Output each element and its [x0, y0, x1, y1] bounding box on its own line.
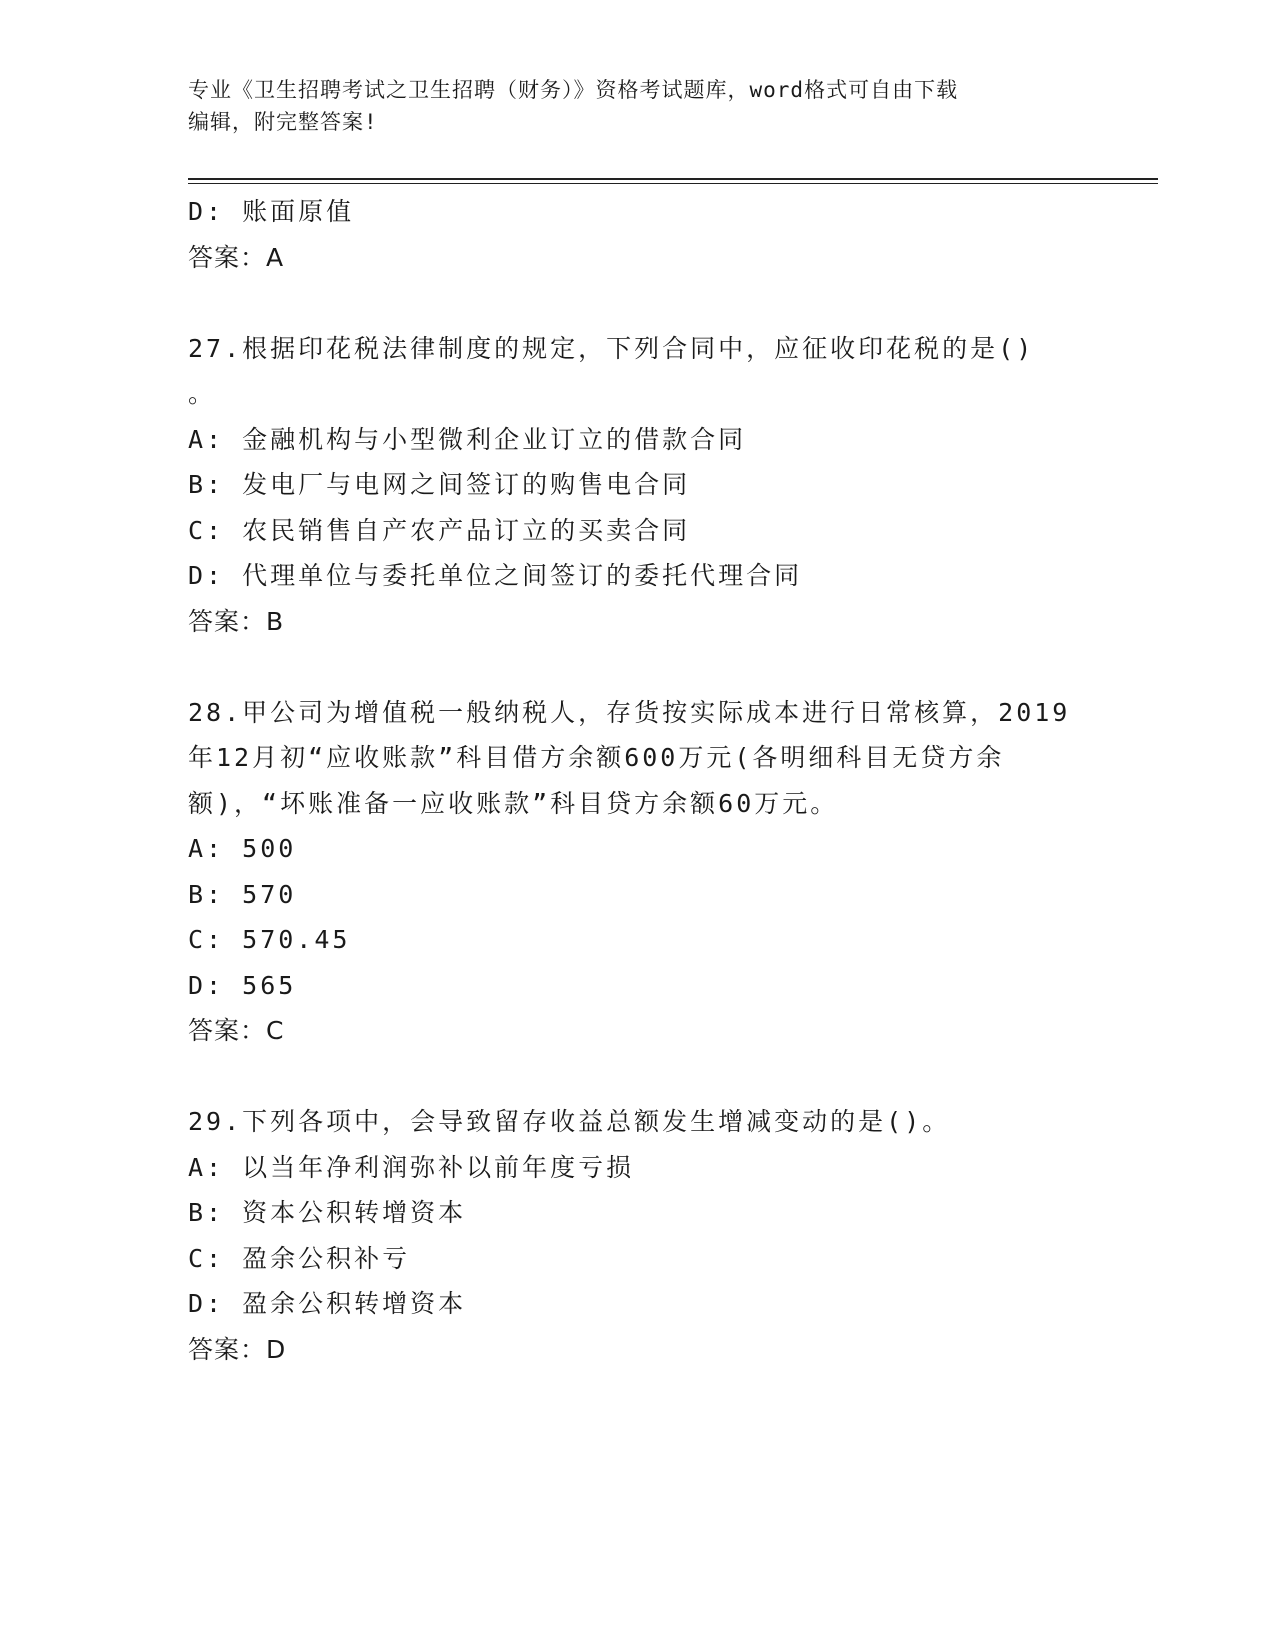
option-a: A: 金融机构与小型微利企业订立的借款合同: [188, 424, 747, 454]
answer: 答案：D: [188, 1334, 287, 1364]
question-28: [188, 690, 1088, 1054]
option-a: A: 500: [188, 834, 297, 863]
question-stem: 29.下列各项中，会导致留存收益总额发生增减变动的是()。: [188, 1107, 951, 1136]
header-line-2: 编辑，附完整答案!: [188, 110, 378, 134]
question-stem-continued: 。: [188, 379, 217, 408]
question-stem-continued: 年12月初“应收账款”科目借方余额600万元(各明细科目无贷方余: [188, 743, 1005, 772]
option-c: C: 盈余公积补亏: [188, 1243, 411, 1273]
option-b: B: 570: [188, 879, 297, 909]
option-d: D: 代理单位与委托单位之间签订的委托代理合同: [188, 561, 803, 590]
header-divider-thick: [188, 178, 1158, 180]
option-d: D: 565: [188, 970, 297, 1000]
header-line-1: 专业《卫生招聘考试之卫生招聘（财务）》资格考试题库，word格式可自由下载: [188, 78, 959, 102]
option-c: C: 农民销售自产农产品订立的买卖合同: [188, 515, 691, 545]
answer: 答案：C: [188, 1016, 285, 1045]
spacer: [188, 280, 1088, 326]
spacer: [188, 1054, 1088, 1100]
header-divider-thin: [188, 183, 1158, 184]
answer: 答案：B: [188, 606, 285, 636]
answer: 答案：A: [188, 242, 285, 272]
question-29: [188, 1099, 1088, 1372]
document-header: [188, 74, 1088, 138]
option-b: B: 发电厂与电网之间签订的购售电合同: [188, 470, 691, 499]
option-c: C: 570.45: [188, 925, 351, 954]
question-stem: 28.甲公司为增值税一般纳税人，存货按实际成本进行日常核算，2019: [188, 697, 1071, 727]
question-list: [188, 189, 1088, 1372]
option-d: D: 账面原值: [188, 197, 355, 226]
spacer: [188, 644, 1088, 690]
question-27: [188, 326, 1088, 645]
question-stem-continued: 额)，“坏账准备一应收账款”科目贷方余额60万元。: [188, 788, 839, 818]
question-stem: 27.根据印花税法律制度的规定，下列合同中，应征收印花税的是(): [188, 333, 1035, 363]
option-a: A: 以当年净利润弥补以前年度亏损: [188, 1152, 635, 1182]
option-d: D: 盈余公积转增资本: [188, 1289, 467, 1318]
option-b: B: 资本公积转增资本: [188, 1198, 467, 1227]
